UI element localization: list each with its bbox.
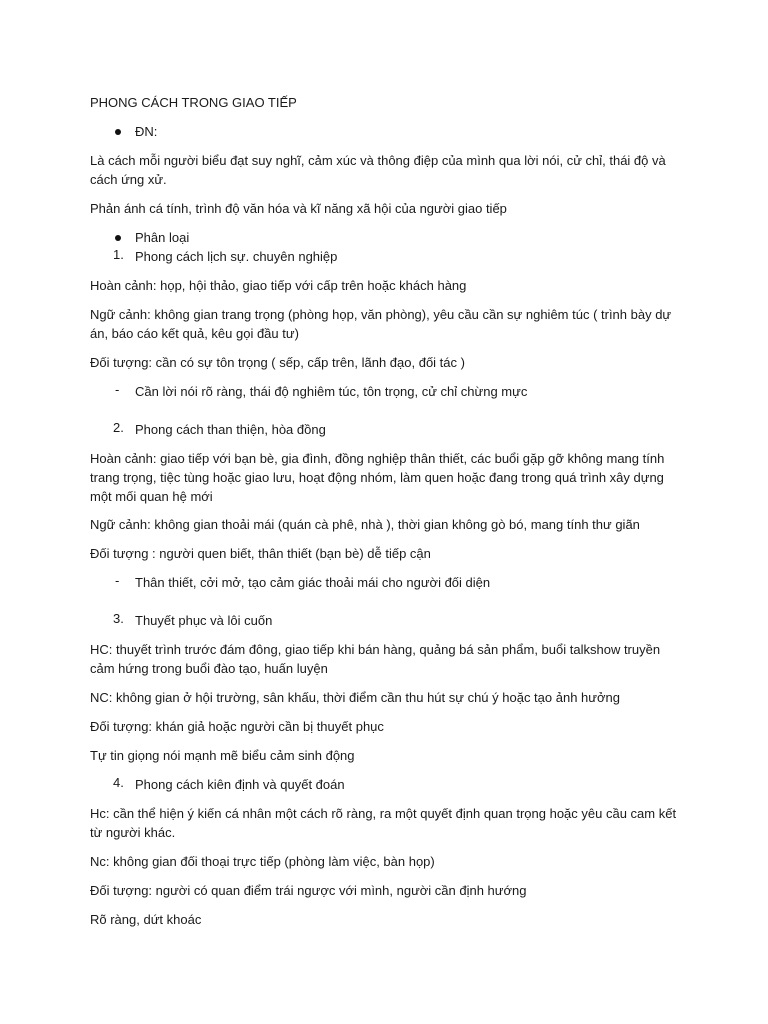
dash-marker: -: [115, 382, 120, 397]
section-4-note: Rõ ràng, dứt khoác: [90, 912, 202, 927]
document-title: PHONG CÁCH TRONG GIAO TIẾP: [90, 95, 297, 110]
section-4-setting: Nc: không gian đối thoại trực tiếp (phòng làm việc, bàn họp): [90, 854, 435, 869]
section-4-heading: Phong cách kiên định và quyết đoán: [135, 777, 345, 792]
section-3-number: 3.: [113, 611, 124, 626]
section-2-note: Thân thiết, cởi mở, tạo cảm giác thoải mái cho người đối diện: [135, 575, 491, 590]
section-2-heading: Phong cách than thiện, hòa đồng: [135, 422, 326, 437]
section-4-audience: Đối tượng: người có quan điểm trái ngược với mình, người cần định hướng: [90, 883, 527, 898]
definition-paragraph: Là cách mỗi người biểu đạt suy nghĩ, cảm xúc và thông điệp của mình qua lời nói, cử chỉ, thái độ và cách ứng xử.: [90, 153, 666, 187]
section-3-setting: NC: không gian ở hội trường, sân khấu, thời điểm cần thu hút sự chú ý hoặc tạo ảnh hưởng: [90, 690, 620, 705]
dash-marker: -: [115, 573, 120, 588]
section-4-number: 4.: [113, 775, 124, 790]
section-4-context: Hc: cần thể hiện ý kiến cá nhân một cách rõ ràng, ra một quyết định quan trọng hoặc yêu cầu cam kết từ người khác.: [90, 806, 677, 840]
classification-label: Phân loại: [135, 230, 190, 245]
definition-label: ĐN:: [135, 124, 158, 139]
section-1-heading: Phong cách lịch sự. chuyên nghiệp: [135, 249, 338, 264]
section-1-note: Cần lời nói rõ ràng, thái độ nghiêm túc, tôn trọng, cử chỉ chừng mực: [135, 384, 528, 399]
section-1-setting: Ngữ cảnh: không gian trang trọng (phòng họp, văn phòng), yêu cầu cần sự nghiêm túc ( trình bày dự án, báo cáo kết quả, kêu gọi đầu tư): [90, 307, 672, 341]
section-1-number: 1.: [113, 247, 124, 262]
section-2-audience: Đối tượng : người quen biết, thân thiết (bạn bè) dễ tiếp cận: [90, 546, 431, 561]
section-3-heading: Thuyết phục và lôi cuốn: [135, 613, 273, 628]
bullet-icon: [115, 129, 121, 135]
section-3-context: HC: thuyết trình trước đám đông, giao tiếp khi bán hàng, quảng bá sản phẩm, buổi talkshow truyền cảm hứng trong buổi đào tạo, huấn luyện: [90, 642, 661, 676]
bullet-icon: [115, 235, 121, 241]
section-2-context: Hoàn cảnh: giao tiếp với bạn bè, gia đình, đồng nghiệp thân thiết, các buổi gặp gỡ không mang tính trang trọng, tiệc tùng hoặc giao lưu, hoạt động nhóm, làm quen hoặc đang trong quá trình xây dựng một mối quan hệ mới: [90, 451, 665, 504]
section-1-audience: Đối tượng: cần có sự tôn trọng ( sếp, cấp trên, lãnh đạo, đối tác ): [90, 355, 465, 370]
section-3-audience: Đối tượng: khán giả hoặc người cần bị thuyết phục: [90, 719, 384, 734]
definition-paragraph-2: Phản ánh cá tính, trình độ văn hóa và kĩ năng xã hội của người giao tiếp: [90, 201, 507, 216]
section-2-number: 2.: [113, 420, 124, 435]
section-1-context: Hoàn cảnh: họp, hội thảo, giao tiếp với cấp trên hoặc khách hàng: [90, 278, 467, 293]
section-2-setting: Ngữ cảnh: không gian thoải mái (quán cà phê, nhà ), thời gian không gò bó, mang tính thư giãn: [90, 517, 640, 532]
section-3-note: Tự tin giọng nói mạnh mẽ biểu cảm sinh động: [90, 748, 355, 763]
